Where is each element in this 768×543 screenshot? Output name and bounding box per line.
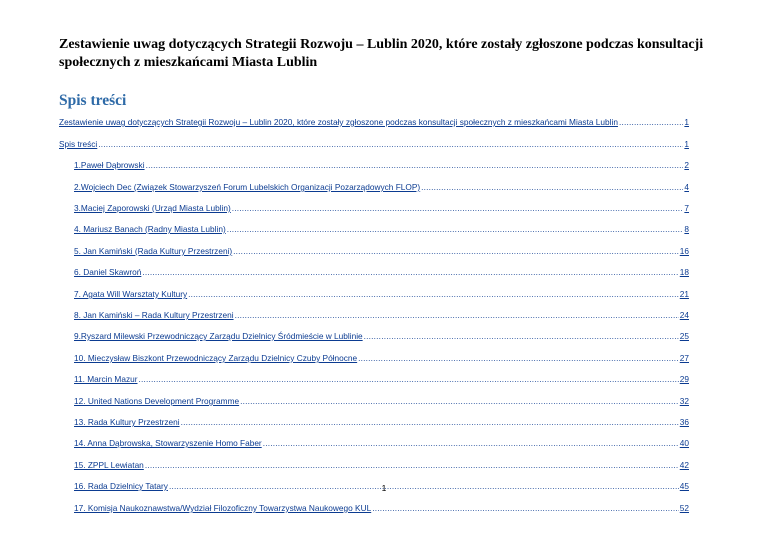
toc-entry-page[interactable]: 24: [679, 310, 689, 320]
toc-entry-8[interactable]: [74, 308, 689, 322]
toc-leader: [364, 329, 679, 343]
toc-entry-label[interactable]: 2.Wojciech Dec (Związek Stowarzyszeń Forum Lubelskich Organizacji Pozarządowych FLOP): [74, 182, 421, 192]
toc-entry-label[interactable]: 13. Rada Kultury Przestrzeni: [74, 417, 180, 427]
toc-entry-label[interactable]: 1.Paweł Dąbrowski: [74, 160, 145, 170]
toc-entry-page[interactable]: 42: [679, 460, 689, 470]
toc-entry-13[interactable]: [74, 415, 689, 429]
toc-entry-14[interactable]: [74, 436, 689, 450]
toc-entry-page[interactable]: 4: [684, 182, 689, 192]
toc-entry-page[interactable]: 1: [684, 139, 689, 149]
toc-leader: [240, 394, 679, 408]
toc-leader: [619, 115, 683, 129]
toc-leader: [263, 436, 679, 450]
toc-entry-page[interactable]: 16: [679, 246, 689, 256]
document-title: Zestawienie uwag dotyczących Strategii Rozwoju – Lublin 2020, które zostały zgłoszone podczas konsultacji społecznych z mieszkańcami Miasta Lublin: [59, 37, 704, 70]
toc-entry-page[interactable]: 21: [679, 289, 689, 299]
toc-entry-label[interactable]: 3.Maciej Zaporowski (Urząd Miasta Lublin): [74, 203, 231, 213]
toc-entry-label[interactable]: 14. Anna Dąbrowska, Stowarzyszenie Homo Faber: [74, 438, 262, 448]
toc-entry-page[interactable]: 1: [684, 117, 689, 127]
toc-entry-7[interactable]: [74, 287, 689, 301]
toc-entry-5[interactable]: [74, 244, 689, 258]
toc-entry-label[interactable]: 7. Agata Will Warsztaty Kultury: [74, 289, 188, 299]
toc-entry-9[interactable]: [74, 329, 689, 343]
toc-entry-page[interactable]: 2: [684, 160, 689, 170]
toc-entry-label[interactable]: 15. ZPPL Lewiatan: [74, 460, 144, 470]
toc-entry-3[interactable]: [74, 201, 689, 215]
toc-entry-page[interactable]: 40: [679, 438, 689, 448]
toc-entry-label[interactable]: 16. Rada Dzielnicy Tatary: [74, 481, 168, 491]
toc-leader: [181, 415, 679, 429]
toc-entry-6[interactable]: [74, 265, 689, 279]
toc-entry-11[interactable]: [74, 372, 689, 386]
toc-entry-page[interactable]: 27: [679, 353, 689, 363]
toc-entry-page[interactable]: 32: [679, 396, 689, 406]
toc-leader: [146, 158, 684, 172]
toc-leader: [421, 180, 683, 194]
page-number: 1: [381, 483, 387, 493]
toc-entry-4[interactable]: [74, 222, 689, 236]
toc-entry-page[interactable]: 36: [679, 417, 689, 427]
toc-entry-title[interactable]: [59, 115, 689, 129]
toc-leader: [235, 308, 679, 322]
toc-entry-page[interactable]: 8: [684, 224, 689, 234]
toc-entry-label[interactable]: 11. Marcin Mazur: [74, 374, 138, 384]
toc-entry-2[interactable]: [74, 180, 689, 194]
toc-leader: [142, 265, 678, 279]
toc-entry-label[interactable]: 8. Jan Kamiński – Rada Kultury Przestrzeni: [74, 310, 234, 320]
toc-entry-spis[interactable]: [59, 137, 689, 151]
toc-leader: [98, 137, 683, 151]
toc-entry-label[interactable]: 9.Ryszard Milewski Przewodniczący Zarządu Dzielnicy Śródmieście w Lublinie: [74, 331, 363, 341]
toc-entry-17[interactable]: [74, 501, 689, 515]
toc-leader: [232, 201, 684, 215]
toc-entry-1[interactable]: [74, 158, 689, 172]
toc-heading: Spis treści: [59, 92, 127, 109]
toc-entry-page[interactable]: 18: [679, 267, 689, 277]
toc-entry-label[interactable]: Spis treści: [59, 139, 98, 149]
toc-entry-label[interactable]: 17. Komisja Naukoznawstwa/Wydział Filozoficzny Towarzystwa Naukowego KUL: [74, 503, 372, 513]
toc-entry-page[interactable]: 29: [679, 374, 689, 384]
toc-leader: [188, 287, 679, 301]
toc-entry-10[interactable]: [74, 351, 689, 365]
toc-entry-label[interactable]: Zestawienie uwag dotyczących Strategii Rozwoju – Lublin 2020, które zostały zgłoszone podczas konsultacji społecznych z mieszkańcami Miasta Lublin: [59, 117, 618, 127]
toc-entry-label[interactable]: 4. Mariusz Banach (Radny Miasta Lublin): [74, 224, 226, 234]
toc-entry-label[interactable]: 10. Mieczysław Biszkont Przewodniczący Zarządu Dzielnicy Czuby Północne: [74, 353, 358, 363]
toc-leader: [145, 458, 679, 472]
toc-entry-page[interactable]: 45: [679, 481, 689, 491]
toc-leader: [233, 244, 679, 258]
toc-leader: [372, 501, 679, 515]
toc-entry-15[interactable]: [74, 458, 689, 472]
toc-entry-page[interactable]: 52: [679, 503, 689, 513]
toc-entry-page[interactable]: 25: [679, 331, 689, 341]
toc-entry-label[interactable]: 12. United Nations Development Programme: [74, 396, 240, 406]
toc-leader: [358, 351, 679, 365]
toc-entry-page[interactable]: 7: [684, 203, 689, 213]
toc-entry-label[interactable]: 5. Jan Kamiński (Rada Kultury Przestrzeni): [74, 246, 233, 256]
toc-entry-12[interactable]: [74, 394, 689, 408]
toc-leader: [138, 372, 678, 386]
toc-entry-label[interactable]: 6. Daniel Skawroń: [74, 267, 142, 277]
toc-leader: [227, 222, 684, 236]
